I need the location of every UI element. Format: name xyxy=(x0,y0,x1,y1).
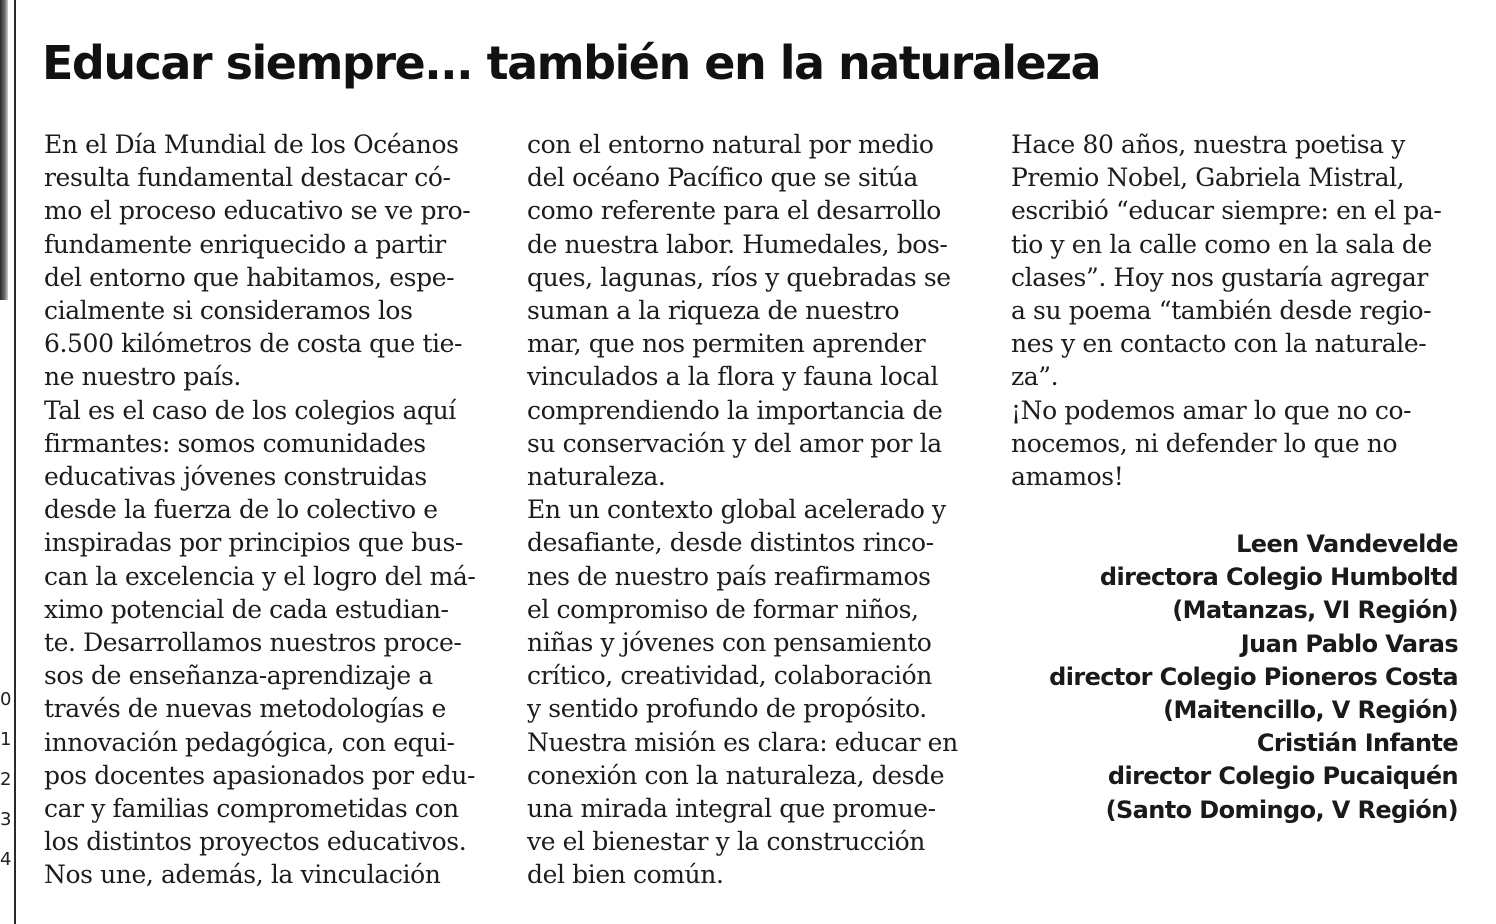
margin-mark: 3 xyxy=(0,809,12,830)
text-line: innovación pedagógica, con equi- xyxy=(44,727,455,757)
text-line: sos de enseñanza-aprendizaje a xyxy=(44,661,433,691)
text-line: su conservación y del amor por la xyxy=(527,428,942,458)
text-line: clases”. Hoy nos gustaría agregar xyxy=(1011,262,1428,292)
text-line: fundamente enriquecido a partir xyxy=(44,229,446,259)
text-line: Tal es el caso de los colegios aquí xyxy=(44,395,456,425)
signature-block xyxy=(1038,528,1458,827)
signature-line: director Colegio Pioneros Costa xyxy=(1049,662,1458,691)
text-line: mo el proceso educativo se ve pro- xyxy=(44,196,471,226)
signature-line: (Matanzas, VI Región) xyxy=(1172,596,1458,625)
margin-marks xyxy=(0,680,12,880)
text-line: Hace 80 años, nuestra poetisa y xyxy=(1011,130,1405,159)
signature-line: Juan Pablo Varas xyxy=(1240,629,1458,658)
adjacent-photo-edge xyxy=(0,0,8,300)
text-line: can la excelencia y el logro del má- xyxy=(44,561,476,591)
text-line: el compromiso de formar niños, xyxy=(527,594,919,624)
text-line: resulta fundamental destacar có- xyxy=(44,163,451,193)
margin-mark: 4 xyxy=(0,849,12,870)
text-line: ¡No podemos amar lo que no co- xyxy=(1011,395,1412,425)
margin-mark: 1 xyxy=(0,729,12,750)
text-line: del océano Pacífico que se sitúa xyxy=(527,163,918,193)
text-line: za”. xyxy=(1011,362,1059,392)
signature-line: (Maitencillo, V Región) xyxy=(1163,696,1458,725)
text-line: firmantes: somos comunidades xyxy=(44,428,426,458)
text-line: de nuestra labor. Humedales, bos- xyxy=(527,229,948,259)
signature-line: director Colegio Pucaiquén xyxy=(1107,762,1458,791)
text-line: nes y en contacto con la naturale- xyxy=(1011,329,1427,359)
text-line: vinculados a la flora y fauna local xyxy=(527,362,939,392)
text-line: ques, lagunas, ríos y quebradas se xyxy=(527,262,951,292)
text-line: pos docentes apasionados por edu- xyxy=(44,760,476,790)
text-line: con el entorno natural por medio xyxy=(527,130,934,159)
text-line: En el Día Mundial de los Océanos xyxy=(44,130,459,159)
text-line: Nuestra misión es clara: educar en xyxy=(527,727,958,757)
text-line: tio y en la calle como en la sala de xyxy=(1011,229,1432,259)
text-line: conexión con la naturaleza, desde xyxy=(527,760,945,790)
text-line: del entorno que habitamos, espe- xyxy=(44,262,455,292)
text-line: En un contexto global acelerado y xyxy=(527,495,946,525)
text-line: comprendiendo la importancia de xyxy=(527,395,943,425)
text-line: suman a la riqueza de nuestro xyxy=(527,296,900,326)
text-line: escribió “educar siempre: en el pa- xyxy=(1011,196,1442,226)
margin-mark: 2 xyxy=(0,769,12,790)
text-line: ne nuestro país. xyxy=(44,362,241,392)
text-line: cialmente si consideramos los xyxy=(44,296,413,326)
text-line: car y familias comprometidas con xyxy=(44,794,459,824)
article-column-2 xyxy=(527,128,977,892)
text-line: te. Desarrollamos nuestros proce- xyxy=(44,628,462,658)
text-line: del bien común. xyxy=(527,860,724,890)
column-rule xyxy=(14,0,16,924)
text-line: 6.500 kilómetros de costa que tie- xyxy=(44,329,463,359)
text-line: inspiradas por principios que bus- xyxy=(44,528,463,558)
margin-mark: 0 xyxy=(0,689,12,710)
text-line: amamos! xyxy=(1011,462,1124,492)
signature-line: (Santo Domingo, V Región) xyxy=(1105,795,1458,824)
text-line: Premio Nobel, Gabriela Mistral, xyxy=(1011,163,1405,193)
text-line: ve el bienestar y la construcción xyxy=(527,827,925,857)
text-line: una mirada integral que promue- xyxy=(527,794,936,824)
text-line: desde la fuerza de lo colectivo e xyxy=(44,495,438,525)
text-line: naturaleza. xyxy=(527,462,666,492)
text-line: y sentido profundo de propósito. xyxy=(527,694,927,724)
signature-line: directora Colegio Humboltd xyxy=(1099,563,1458,592)
text-line: ximo potencial de cada estudian- xyxy=(44,594,449,624)
text-line: nocemos, ni defender lo que no xyxy=(1011,428,1398,458)
text-line: niñas y jóvenes con pensamiento xyxy=(527,628,932,658)
article-column-3 xyxy=(1011,128,1461,493)
article-column-1 xyxy=(44,128,494,892)
text-line: Nos une, además, la vinculación xyxy=(44,860,441,890)
article-headline: Educar siempre... también en la naturaleza xyxy=(42,36,1101,90)
text-line: crítico, creatividad, colaboración xyxy=(527,661,932,691)
signature-line: Cristián Infante xyxy=(1256,729,1458,758)
text-line: educativas jóvenes construidas xyxy=(44,462,427,492)
signature-line: Leen Vandevelde xyxy=(1236,530,1458,558)
text-line: como referente para el desarrollo xyxy=(527,196,941,226)
text-line: los distintos proyectos educativos. xyxy=(44,827,467,857)
text-line: desafiante, desde distintos rinco- xyxy=(527,528,934,558)
text-line: nes de nuestro país reafirmamos xyxy=(527,561,931,591)
text-line: a su poema “también desde regio- xyxy=(1011,296,1432,326)
text-line: través de nuevas metodologías e xyxy=(44,694,446,724)
text-line: mar, que nos permiten aprender xyxy=(527,329,926,359)
